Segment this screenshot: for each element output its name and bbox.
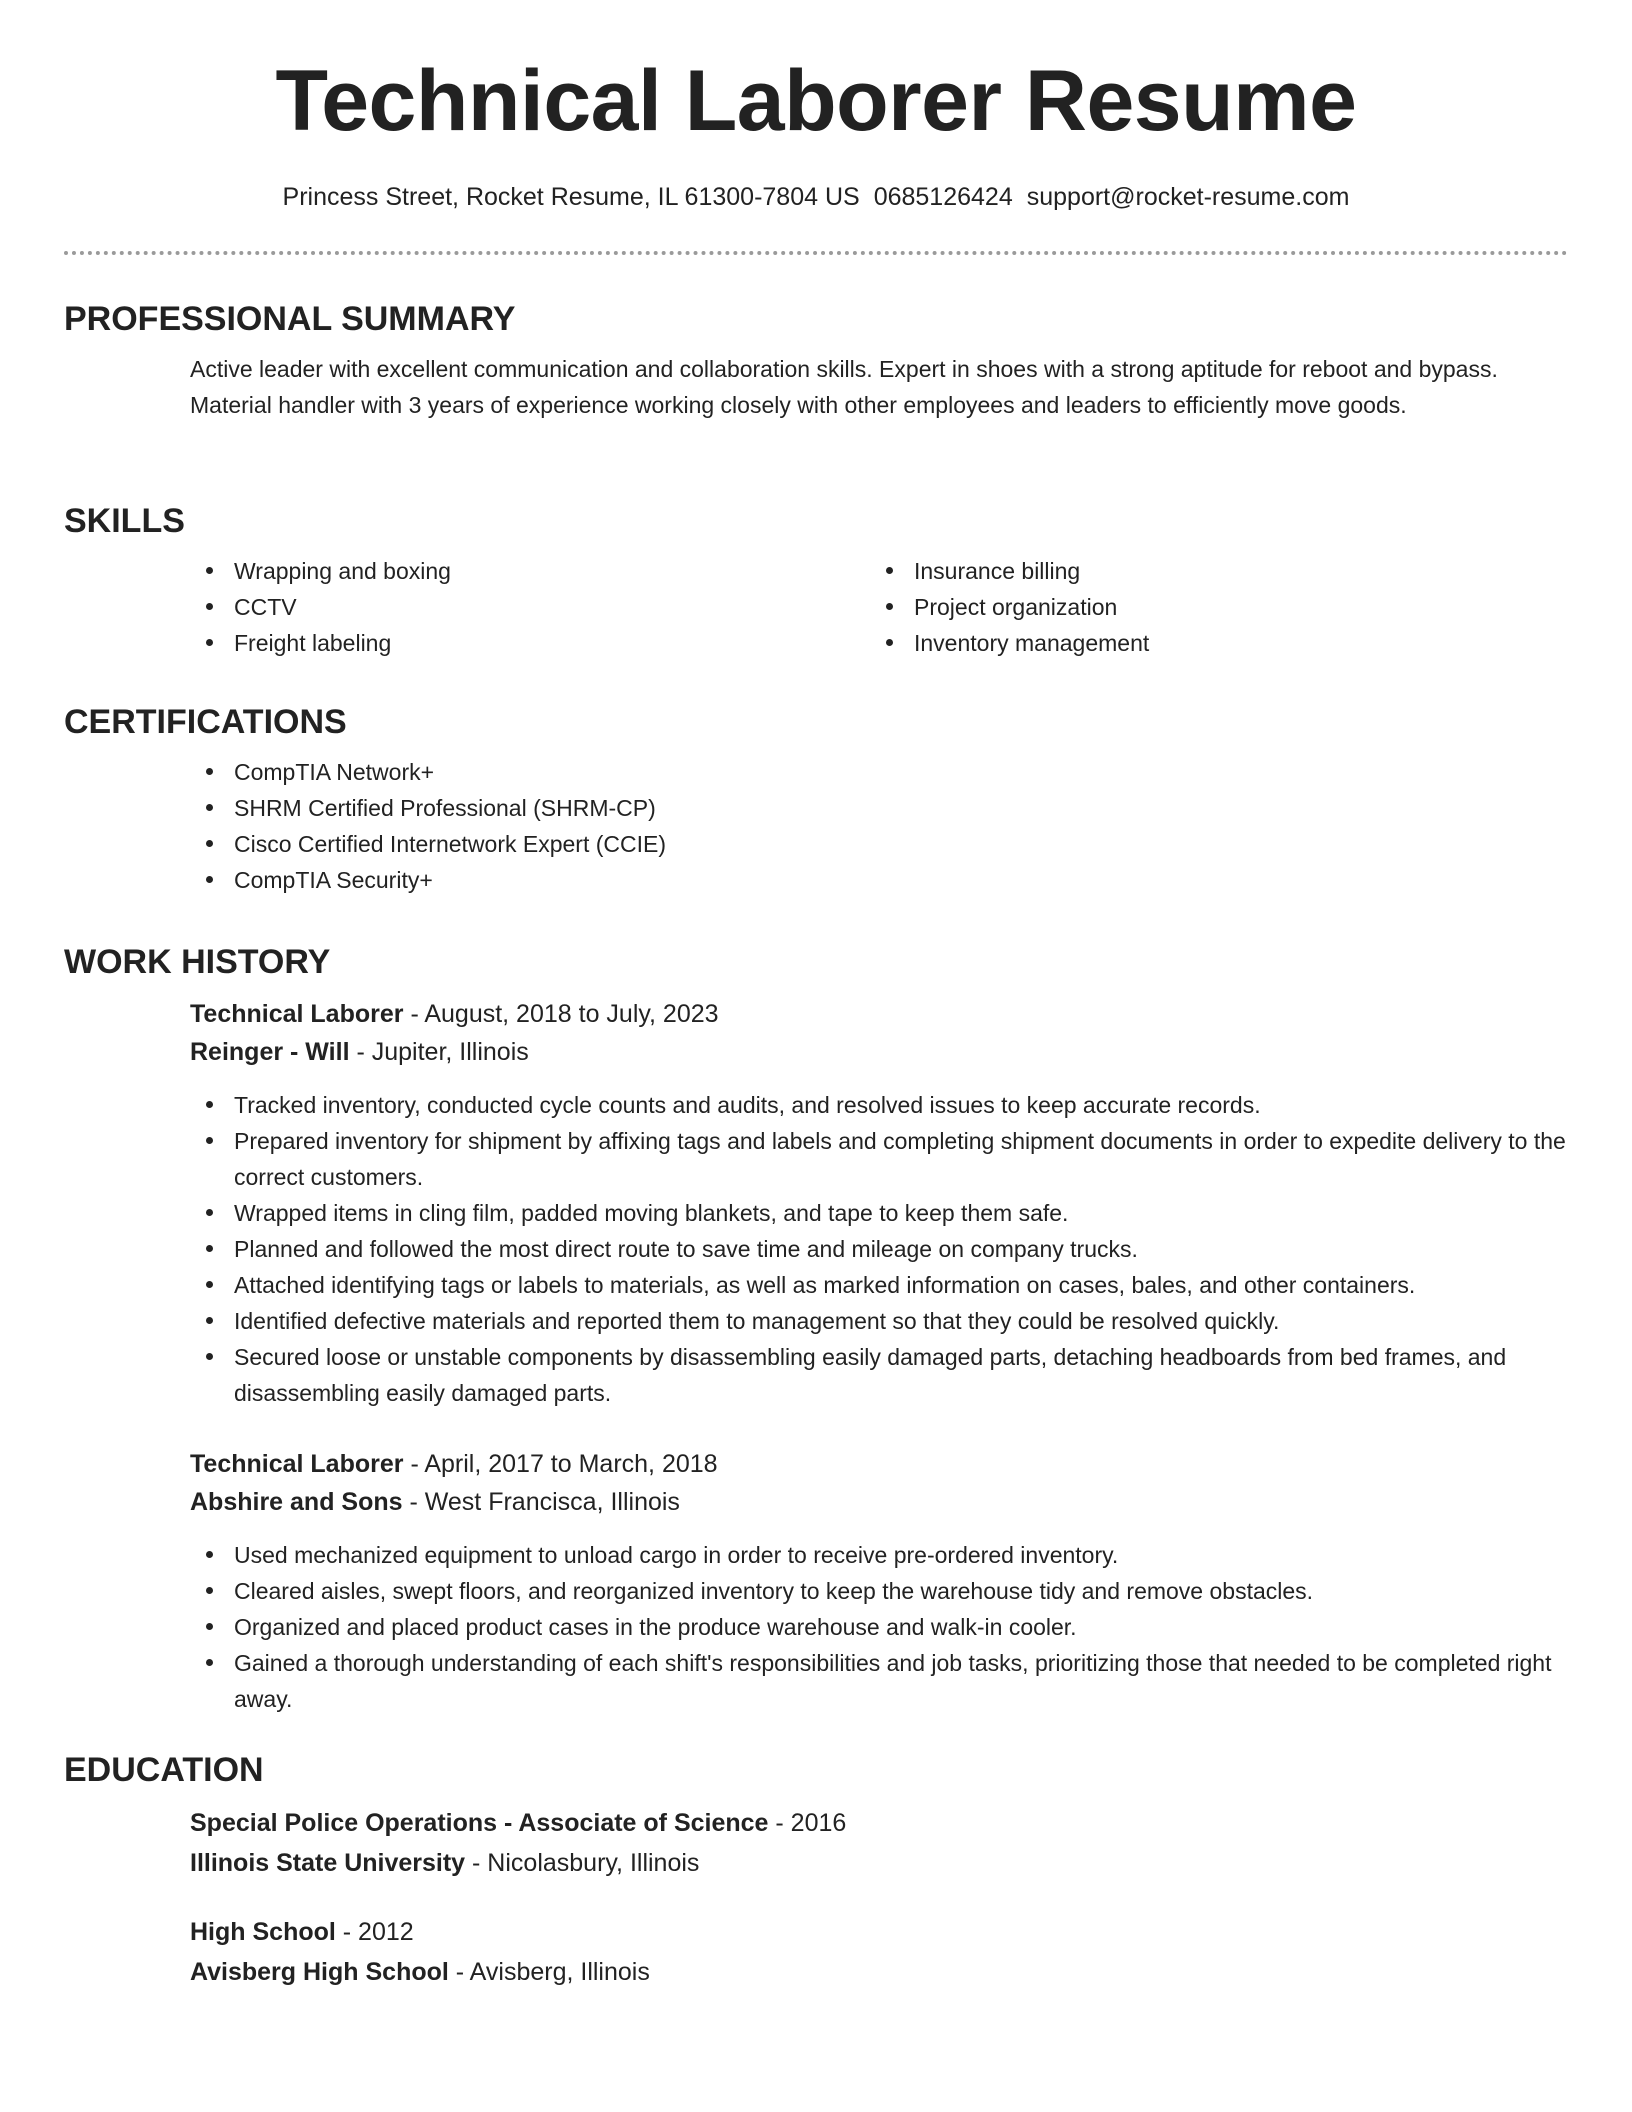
job-duty-item: Gained a thorough understanding of each shift's responsibilities and job tasks, prioritizing those that needed to be completed right away. — [190, 1645, 1568, 1717]
job-duty-item: Planned and followed the most direct route to save time and mileage on company trucks. — [190, 1231, 1568, 1267]
resume-title: Technical Laborer Resume — [275, 53, 1357, 149]
contact-phone: 0685126424 — [873, 183, 1013, 211]
education-year: - 2012 — [335, 1918, 414, 1946]
education-entry — [190, 1803, 1568, 1883]
education-school: Illinois State University — [190, 1849, 466, 1877]
job-dates: - August, 2018 to July, 2023 — [403, 1000, 719, 1028]
job-duties — [190, 1537, 1568, 1717]
job-title-line — [190, 1445, 1568, 1483]
work-section — [64, 945, 1568, 1717]
certification-item: CompTIA Security+ — [190, 862, 1568, 898]
job-location: - Jupiter, Illinois — [349, 1038, 529, 1066]
job-title-line — [190, 995, 1568, 1033]
skills-section — [64, 504, 1568, 661]
education-degree: Special Police Operations - Associate of Science — [190, 1809, 769, 1837]
job-duty-item: Organized and placed product cases in the produce warehouse and walk-in cooler. — [190, 1609, 1568, 1645]
skill-item: Freight labeling — [190, 625, 870, 661]
contact-email: support@rocket-resume.com — [1026, 183, 1350, 211]
job-location: - West Francisca, Illinois — [402, 1488, 680, 1516]
education-degree-line — [190, 1803, 1568, 1843]
skill-item: Wrapping and boxing — [190, 553, 870, 589]
job-duty-item: Wrapped items in cling film, padded moving blankets, and tape to keep them safe. — [190, 1195, 1568, 1231]
summary-heading: PROFESSIONAL SUMMARY — [64, 300, 516, 338]
job-dates: - April, 2017 to March, 2018 — [403, 1450, 718, 1478]
education-degree: High School — [190, 1918, 336, 1946]
job-entry — [190, 1445, 1568, 1717]
job-duty-item: Tracked inventory, conducted cycle counts and audits, and resolved issues to keep accurate records. — [190, 1087, 1568, 1123]
education-school-line — [190, 1843, 1568, 1883]
job-company-line — [190, 1483, 1568, 1521]
contact-line — [0, 185, 1632, 210]
education-section — [64, 1753, 1568, 1992]
summary-section — [64, 302, 1568, 423]
education-school-line — [190, 1952, 1568, 1992]
job-duties — [190, 1087, 1568, 1411]
certification-item: SHRM Certified Professional (SHRM-CP) — [190, 790, 1568, 826]
job-duty-item: Cleared aisles, swept floors, and reorganized inventory to keep the warehouse tidy and remove obstacles. — [190, 1573, 1568, 1609]
job-duty-item: Prepared inventory for shipment by affixing tags and labels and completing shipment documents in order to expedite delivery to the correct customers. — [190, 1123, 1568, 1195]
certification-item: Cisco Certified Internetwork Expert (CCIE) — [190, 826, 1568, 862]
skill-item: Project organization — [870, 589, 1550, 625]
certifications-heading: CERTIFICATIONS — [64, 703, 347, 741]
job-company: Reinger - Will — [190, 1038, 350, 1066]
skill-item: Inventory management — [870, 625, 1550, 661]
education-entry — [190, 1912, 1568, 1992]
education-year: - 2016 — [768, 1809, 847, 1837]
skills-list-left — [190, 553, 870, 661]
education-heading: EDUCATION — [64, 1751, 264, 1789]
education-location: - Nicolasbury, Illinois — [465, 1849, 700, 1877]
job-duty-item: Identified defective materials and reported them to management so that they could be resolved quickly. — [190, 1303, 1568, 1339]
job-title: Technical Laborer — [190, 1000, 404, 1028]
job-entry — [190, 995, 1568, 1411]
contact-address: Princess Street, Rocket Resume, IL 61300-7804 US — [282, 183, 860, 211]
education-school: Avisberg High School — [190, 1958, 449, 1986]
job-company-line — [190, 1033, 1568, 1071]
job-company: Abshire and Sons — [190, 1488, 403, 1516]
skills-list-right — [870, 553, 1550, 661]
summary-text: Active leader with excellent communication and collaboration skills. Expert in shoes with a strong aptitude for reboot and bypass. Material handler with 3 years of experience working closely with other employees and leaders to efficiently move goods. — [190, 356, 1498, 418]
certifications-list — [190, 754, 1568, 898]
education-degree-line — [190, 1912, 1568, 1952]
skills-heading: SKILLS — [64, 502, 185, 540]
header-divider — [64, 251, 1568, 255]
skill-item: CCTV — [190, 589, 870, 625]
education-location: - Avisberg, Illinois — [448, 1958, 650, 1986]
certifications-section — [64, 705, 1568, 898]
job-duty-item: Attached identifying tags or labels to materials, as well as marked information on cases, bales, and other containers. — [190, 1267, 1568, 1303]
certification-item: CompTIA Network+ — [190, 754, 1568, 790]
job-duty-item: Secured loose or unstable components by disassembling easily damaged parts, detaching headboards from bed frames, and disassembling easily damaged parts. — [190, 1339, 1568, 1411]
job-duty-item: Used mechanized equipment to unload cargo in order to receive pre-ordered inventory. — [190, 1537, 1568, 1573]
skill-item: Insurance billing — [870, 553, 1550, 589]
job-title: Technical Laborer — [190, 1450, 404, 1478]
work-heading: WORK HISTORY — [64, 943, 331, 981]
